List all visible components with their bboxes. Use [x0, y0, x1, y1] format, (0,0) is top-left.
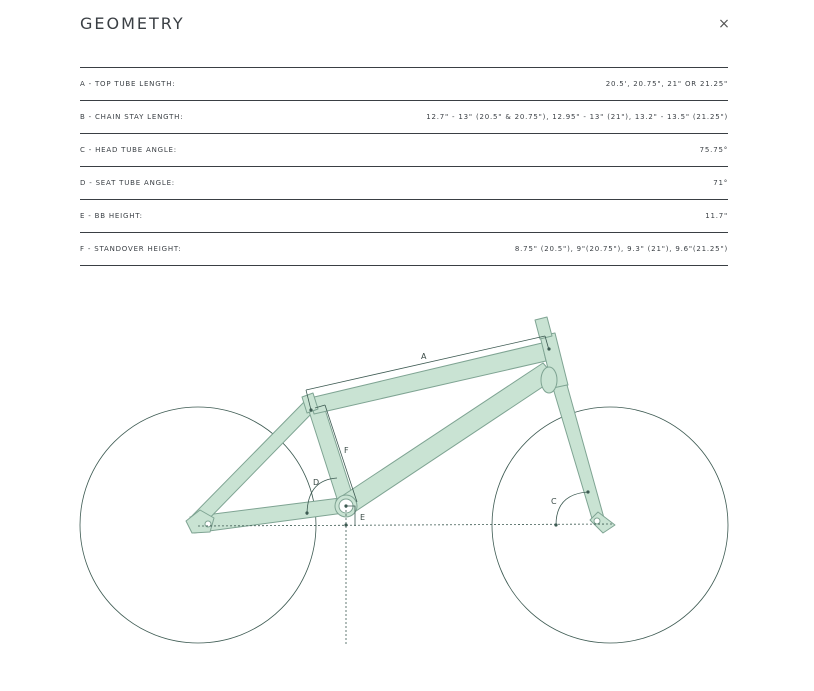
spec-value: 20.5', 20.75", 21" OR 21.25": [605, 80, 728, 88]
spec-label: D - SEAT TUBE ANGLE:: [80, 179, 175, 187]
dim-label-c: C: [551, 497, 557, 506]
dim-point: [547, 347, 550, 350]
steerer: [535, 317, 552, 339]
spec-value: 11.7": [705, 212, 728, 220]
dim-label-f: F: [344, 446, 349, 455]
spec-row-bb-height: [80, 200, 728, 233]
spec-value: 75.75°: [699, 146, 728, 154]
spec-row-standover-height: [80, 233, 728, 266]
dim-point: [586, 490, 589, 493]
dim-point: [305, 511, 308, 514]
dim-c-arc: [556, 492, 588, 525]
dim-label-e: E: [360, 513, 366, 522]
spec-value: 12.7" - 13" (20.5" & 20.75"), 12.95" - 13" (21"), 13.2" - 13.5" (21.25"): [426, 113, 728, 121]
fork: [553, 385, 604, 522]
dim-point: [554, 523, 557, 526]
bike-geometry-diagram: [0, 280, 814, 691]
spec-row-head-tube-angle: [80, 134, 728, 167]
spec-row-top-tube: [80, 68, 728, 101]
spec-value: 8.75" (20.5"), 9"(20.75"), 9.3" (21"), 9.6"(21.25"): [514, 245, 728, 253]
spec-label: F - STANDOVER HEIGHT:: [80, 245, 182, 253]
geometry-spec-table: [80, 67, 728, 266]
dim-point: [344, 523, 347, 526]
reference-lines: [198, 506, 612, 645]
head-lug: [541, 367, 557, 393]
spec-row-chain-stay: [80, 101, 728, 134]
spec-label: A - TOP TUBE LENGTH:: [80, 80, 176, 88]
spec-label: C - HEAD TUBE ANGLE:: [80, 146, 177, 154]
close-icon[interactable]: ×: [718, 16, 730, 32]
dim-point: [344, 504, 347, 507]
front-axle: [594, 518, 600, 524]
page-title: GEOMETRY: [80, 14, 185, 33]
dim-point: [309, 408, 312, 411]
spec-label: B - CHAIN STAY LENGTH:: [80, 113, 184, 121]
spec-row-seat-tube-angle: [80, 167, 728, 200]
spec-value: 71°: [713, 179, 728, 187]
dim-label-d: D: [313, 478, 320, 487]
dim-label-a: A: [421, 352, 427, 361]
spec-label: E - BB HEIGHT:: [80, 212, 143, 220]
